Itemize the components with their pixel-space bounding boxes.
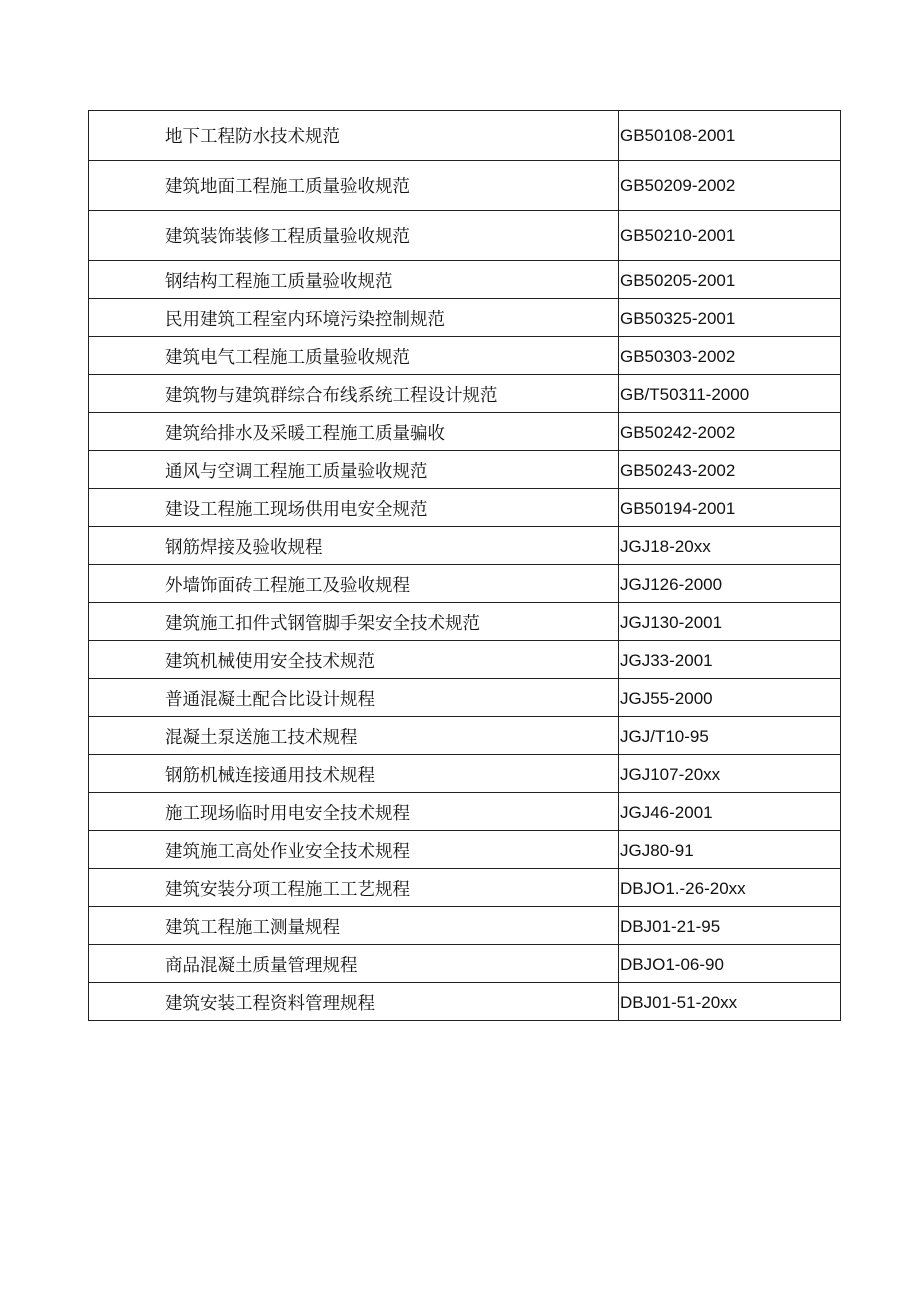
standard-code: GB50242-2002 xyxy=(619,413,841,451)
table-row xyxy=(89,527,841,565)
table-row xyxy=(89,793,841,831)
standard-code: GB50243-2002 xyxy=(619,451,841,489)
table-row xyxy=(89,211,841,261)
standard-name: 建筑安装工程资料管理规程 xyxy=(89,983,619,1021)
table-row xyxy=(89,451,841,489)
table-row xyxy=(89,261,841,299)
standard-name: 混凝土泵送施工技术规程 xyxy=(89,717,619,755)
standards-table xyxy=(88,110,841,1021)
standard-name: 钢筋焊接及验收规程 xyxy=(89,527,619,565)
standard-code: DBJO1.-26-20xx xyxy=(619,869,841,907)
standard-name: 建筑机械使用安全技术规范 xyxy=(89,641,619,679)
standard-code: JGJ46-2001 xyxy=(619,793,841,831)
standard-code: GB50210-2001 xyxy=(619,211,841,261)
standard-name: 通风与空调工程施工质量验收规范 xyxy=(89,451,619,489)
standard-code: JGJ80-91 xyxy=(619,831,841,869)
standard-code: DBJ01-21-95 xyxy=(619,907,841,945)
standard-name: 建筑装饰装修工程质量验收规范 xyxy=(89,211,619,261)
standard-name: 普通混凝土配合比设计规程 xyxy=(89,679,619,717)
standard-code: JGJ126-2000 xyxy=(619,565,841,603)
standard-name: 建筑工程施工测量规程 xyxy=(89,907,619,945)
table-row xyxy=(89,565,841,603)
standard-code: DBJO1-06-90 xyxy=(619,945,841,983)
table-row xyxy=(89,869,841,907)
standard-code: JGJ107-20xx xyxy=(619,755,841,793)
standard-code: GB50303-2002 xyxy=(619,337,841,375)
standard-code: GB50205-2001 xyxy=(619,261,841,299)
table-row xyxy=(89,299,841,337)
standard-name: 建筑地面工程施工质量验收规范 xyxy=(89,161,619,211)
standard-name: 施工现场临时用电安全技术规程 xyxy=(89,793,619,831)
table-row xyxy=(89,413,841,451)
standard-code: JGJ33-2001 xyxy=(619,641,841,679)
standard-name: 建筑物与建筑群综合布线系统工程设计规范 xyxy=(89,375,619,413)
standard-code: JGJ/T10-95 xyxy=(619,717,841,755)
table-row xyxy=(89,679,841,717)
standard-name: 建设工程施工现场供用电安全规范 xyxy=(89,489,619,527)
standard-name: 钢筋机械连接通用技术规程 xyxy=(89,755,619,793)
table-row xyxy=(89,717,841,755)
standard-name: 民用建筑工程室内环境污染控制规范 xyxy=(89,299,619,337)
table-row xyxy=(89,161,841,211)
standard-code: DBJ01-51-20xx xyxy=(619,983,841,1021)
table-row xyxy=(89,375,841,413)
standard-name: 建筑电气工程施工质量验收规范 xyxy=(89,337,619,375)
standard-code: GB/T50311-2000 xyxy=(619,375,841,413)
table-row xyxy=(89,831,841,869)
standard-code: JGJ18-20xx xyxy=(619,527,841,565)
table-row xyxy=(89,907,841,945)
standard-name: 建筑施工高处作业安全技术规程 xyxy=(89,831,619,869)
table-row xyxy=(89,603,841,641)
standard-name: 钢结构工程施工质量验收规范 xyxy=(89,261,619,299)
standard-name: 商品混凝土质量管理规程 xyxy=(89,945,619,983)
table-row xyxy=(89,337,841,375)
table-row xyxy=(89,945,841,983)
standard-code: JGJ130-2001 xyxy=(619,603,841,641)
table-row xyxy=(89,641,841,679)
standard-code: GB50108-2001 xyxy=(619,111,841,161)
table-row xyxy=(89,755,841,793)
standard-name: 建筑施工扣件式钢管脚手架安全技术规范 xyxy=(89,603,619,641)
standard-code: JGJ55-2000 xyxy=(619,679,841,717)
table-row xyxy=(89,983,841,1021)
standard-code: GB50209-2002 xyxy=(619,161,841,211)
table-row xyxy=(89,489,841,527)
standard-name: 外墙饰面砖工程施工及验收规程 xyxy=(89,565,619,603)
standard-name: 地下工程防水技术规范 xyxy=(89,111,619,161)
standards-table-body xyxy=(89,111,841,1021)
table-row xyxy=(89,111,841,161)
standard-code: GB50194-2001 xyxy=(619,489,841,527)
standard-name: 建筑安装分项工程施工工艺规程 xyxy=(89,869,619,907)
standard-name: 建筑给排水及采暖工程施工质量骗收 xyxy=(89,413,619,451)
standard-code: GB50325-2001 xyxy=(619,299,841,337)
